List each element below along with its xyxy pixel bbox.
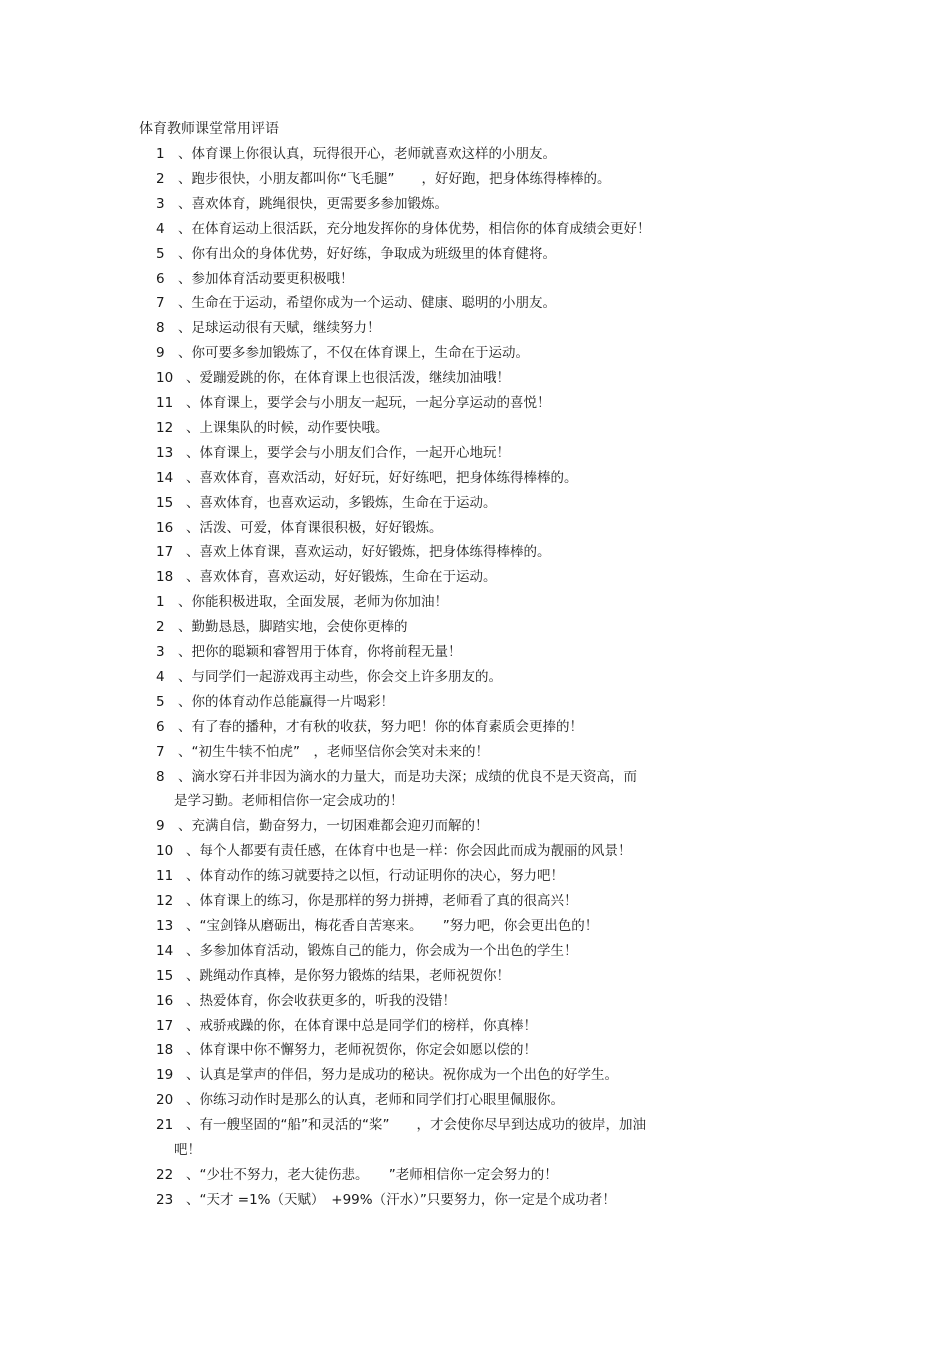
list-item: [0, 343, 950, 363]
list-item: [0, 592, 950, 612]
item-text: 、体育课中你不懈努力，老师祝贺你，你定会如愿以偿的！: [186, 1042, 537, 1059]
list-item: [0, 866, 950, 886]
list-item: [0, 468, 950, 488]
item-text: 、滴水穿石并非因为滴水的力量大，而是功夫深；成绩的优良不是天资高，而: [178, 768, 637, 785]
item-number: 3: [156, 195, 165, 212]
item-text: 、体育课上的练习，你是那样的努力拼搏，老师看了真的很高兴！: [186, 893, 578, 909]
item-number: 23: [156, 1191, 174, 1208]
list-item: [0, 244, 950, 264]
list-item: [0, 717, 950, 737]
item-text: 、“天才 =1%（天赋） +99%（汗水）”只要努力，你一定是个成功者！: [186, 1191, 616, 1208]
list-item: [0, 1165, 950, 1185]
list-item: [0, 916, 950, 936]
list-item: [0, 269, 950, 289]
item-number: 8: [156, 320, 165, 337]
list-item: [0, 891, 950, 911]
item-number: 9: [156, 345, 165, 362]
item-number: 12: [156, 419, 174, 436]
list-item: [0, 966, 950, 986]
item-number: 7: [156, 743, 165, 760]
item-text: 、喜欢上体育课，喜欢运动，好好锻炼，把身体练得棒棒的。: [186, 544, 551, 561]
list-item: [0, 443, 950, 463]
item-text: 、喜欢体育，喜欢运动，好好锻炼，生命在于运动。: [186, 569, 497, 586]
item-text: 、多参加体育活动，锻炼自己的能力，你会成为一个出色的学生！: [186, 942, 578, 959]
item-number: 16: [156, 992, 174, 1009]
item-text: 、喜欢体育，也喜欢运动，多锻炼，生命在于运动。: [186, 494, 497, 511]
item-text: 、爱蹦爱跳的你，在体育课上也很活泼，继续加油哦！: [186, 370, 510, 387]
item-text: 、足球运动很有天赋，继续努力！: [178, 320, 381, 337]
item-number: 15: [156, 967, 174, 984]
item-text-continuation: 是学习勤。老师相信你一定会成功的！: [174, 793, 404, 810]
item-text: 、热爱体育，你会收获更多的，听我的没错！: [186, 992, 456, 1009]
item-number: 13: [156, 917, 174, 934]
item-text: 、每个人都要有责任感，在体育中也是一样：你会因此而成为靓丽的风景！: [186, 843, 632, 860]
item-text: 、喜欢体育，喜欢活动，好好玩，好好练吧，把身体练得棒棒的。: [186, 469, 578, 486]
list-item: [0, 1190, 950, 1210]
list-item: [0, 667, 950, 687]
item-number: 4: [156, 220, 165, 237]
list-item: [0, 1065, 950, 1085]
item-text: 、有一艘坚固的“船”和灵活的“桨” ，才会使你尽早到达成功的彼岸，加油: [186, 1117, 646, 1134]
item-text-continuation: 吧！: [174, 1142, 201, 1158]
list-item: [0, 318, 950, 338]
list-item: [0, 169, 950, 189]
list-item: [0, 1090, 950, 1110]
list-item: [0, 816, 950, 836]
list-item: [0, 1115, 950, 1135]
list-item: [0, 841, 950, 861]
list-item: [0, 518, 950, 538]
list-item: [0, 144, 950, 164]
list-item: [0, 542, 950, 562]
list-item: [0, 567, 950, 587]
item-text: 、“少壮不努力，老大徒伤悲。 ”老师相信你一定会努力的！: [186, 1166, 558, 1183]
item-text: 、你有出众的身体优势，好好练，争取成为班级里的体育健将。: [178, 245, 556, 262]
item-number: 16: [156, 519, 174, 536]
list-item: [0, 194, 950, 214]
item-text: 、你可要多参加锻炼了，不仅在体育课上，生命在于运动。: [178, 345, 529, 362]
item-number: 8: [156, 768, 165, 785]
item-number: 22: [156, 1166, 174, 1183]
list-item: [0, 767, 950, 787]
item-text: 、把你的聪颖和睿智用于体育，你将前程无量！: [178, 644, 462, 660]
item-number: 20: [156, 1092, 174, 1109]
list-item: [0, 219, 950, 239]
list-item: [0, 742, 950, 762]
item-text: 、跑步很快，小朋友都叫你“飞毛腿” ，好好跑，把身体练得棒棒的。: [178, 170, 611, 187]
item-text: 、“宝剑锋从磨砺出，梅花香自苦寒来。 ”努力吧，你会更出色的！: [186, 917, 599, 934]
item-text: 、认真是掌声的伴侣，努力是成功的秘诀。祝你成为一个出色的好学生。: [186, 1067, 618, 1084]
item-number: 11: [156, 868, 174, 885]
list-item: [0, 642, 950, 662]
item-number: 18: [156, 569, 174, 586]
item-text: 、生命在于运动，希望你成为一个运动、健康、聪明的小朋友。: [178, 295, 556, 312]
item-number: 11: [156, 395, 174, 411]
item-number: 18: [156, 1042, 174, 1059]
item-text: 、戒骄戒躁的你，在体育课中总是同学们的榜样，你真棒！: [186, 1017, 537, 1034]
item-text: 、你练习动作时是那么的认真，老师和同学们打心眼里佩服你。: [186, 1092, 564, 1109]
item-text: 、体育课上你很认真，玩得很开心，老师就喜欢这样的小朋友。: [178, 146, 556, 162]
item-number: 4: [156, 668, 165, 685]
item-text: 、上课集队的时候，动作要快哦。: [186, 419, 389, 436]
list-item: [0, 1040, 950, 1060]
item-number: 19: [156, 1067, 174, 1084]
item-number: 10: [156, 370, 174, 387]
item-text: 、喜欢体育，跳绳很快，更需要多参加锻炼。: [178, 195, 448, 212]
item-text: 、跳绳动作真棒，是你努力锻炼的结果，老师祝贺你！: [186, 967, 510, 984]
item-text: 、在体育运动上很活跃，充分地发挥你的身体优势，相信你的体育成绩会更好！: [178, 220, 651, 237]
list-item: [0, 617, 950, 637]
item-text: 、有了春的播种，才有秋的收获，努力吧！你的体育素质会更捧的！: [178, 718, 583, 735]
item-number: 14: [156, 942, 174, 959]
document-title: 体育教师课堂常用评语: [139, 121, 279, 137]
item-text: 、活泼、可爱，体育课很积极，好好锻炼。: [186, 519, 443, 536]
item-number: 15: [156, 494, 174, 511]
item-number: 6: [156, 270, 165, 287]
item-number: 2: [156, 170, 165, 187]
list-item: [0, 493, 950, 513]
list-item: [0, 393, 950, 413]
item-number: 1: [156, 146, 165, 162]
item-number: 13: [156, 444, 174, 461]
item-text: 、你的体育动作总能赢得一片喝彩！: [178, 693, 394, 710]
list-item: [0, 1016, 950, 1036]
item-number: 5: [156, 245, 165, 262]
list-item: [0, 293, 950, 313]
item-number: 10: [156, 843, 174, 860]
item-number: 12: [156, 893, 174, 909]
item-text: 、你能积极进取，全面发展，老师为你加油！: [178, 594, 448, 611]
item-number: 2: [156, 619, 165, 636]
item-text: 、体育动作的练习就要持之以恒，行动证明你的决心，努力吧！: [186, 868, 564, 885]
item-text: 、勤勤恳恳，脚踏实地，会使你更棒的: [178, 619, 408, 636]
item-number: 17: [156, 544, 174, 561]
item-number: 9: [156, 818, 165, 835]
list-item: [0, 418, 950, 438]
item-number: 14: [156, 469, 174, 486]
item-number: 21: [156, 1117, 174, 1134]
list-item: [0, 941, 950, 961]
item-number: 6: [156, 718, 165, 735]
item-number: 3: [156, 644, 165, 660]
item-text: 、与同学们一起游戏再主动些，你会交上许多朋友的。: [178, 668, 502, 685]
item-text: 、参加体育活动要更积极哦！: [178, 270, 354, 287]
item-text: 、体育课上，要学会与小朋友们合作，一起开心地玩！: [186, 444, 510, 461]
item-number: 7: [156, 295, 165, 312]
item-text: 、体育课上，要学会与小朋友一起玩，一起分享运动的喜悦！: [186, 395, 551, 411]
item-number: 1: [156, 594, 165, 611]
item-text: 、充满自信，勤奋努力，一切困难都会迎刃而解的！: [178, 818, 489, 835]
item-text: 、“初生牛犊不怕虎” ，老师坚信你会笑对未来的！: [178, 743, 489, 760]
item-number: 5: [156, 693, 165, 710]
item-number: 17: [156, 1017, 174, 1034]
list-item: [0, 368, 950, 388]
list-item: [0, 692, 950, 712]
list-item: [0, 991, 950, 1011]
